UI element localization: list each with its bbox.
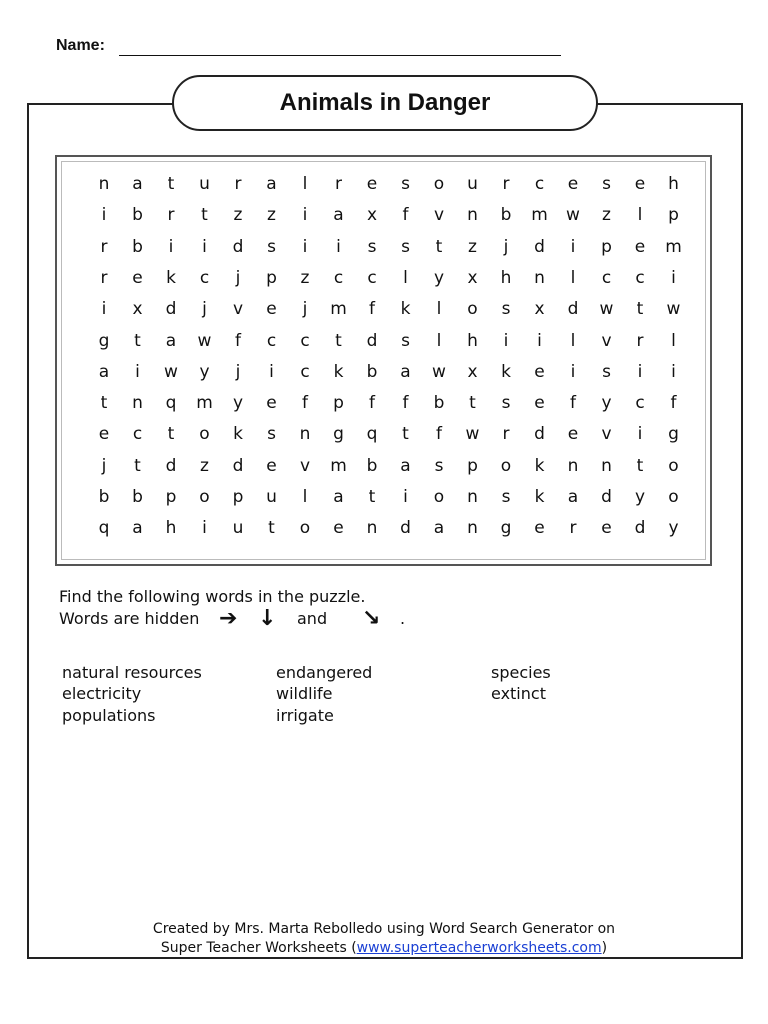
grid-letter: y xyxy=(433,267,445,288)
grid-letter: o xyxy=(299,518,311,539)
footer-prefix: Super Teacher Worksheets ( xyxy=(160,940,357,956)
grid-letter: d xyxy=(232,236,244,257)
grid-letter: w xyxy=(599,299,614,320)
grid-letter: e xyxy=(333,518,344,539)
grid-letter: n xyxy=(366,518,378,539)
grid-letter: z xyxy=(468,236,477,257)
grid-letter: w xyxy=(566,205,580,226)
grid-letter: f xyxy=(235,330,241,351)
grid-letter: i xyxy=(637,361,643,382)
grid-letter: s xyxy=(602,174,611,194)
grid-letter: t xyxy=(368,487,376,507)
grid-letter: n xyxy=(299,424,311,445)
grid-letter: u xyxy=(232,518,244,539)
grid-letter: e xyxy=(534,361,545,382)
grid-letter: c xyxy=(199,267,210,288)
grid-letter: z xyxy=(602,205,611,226)
grid-letter: b xyxy=(132,236,143,257)
grid-letter: n xyxy=(467,518,478,539)
grid-letter: t xyxy=(335,330,342,351)
page-title: Animals in Danger xyxy=(172,75,598,131)
grid-letter: l xyxy=(403,267,408,288)
grid-letter: c xyxy=(333,267,344,288)
grid-letter: h xyxy=(668,174,679,194)
grid-letter: g xyxy=(98,330,110,351)
arrow-right-icon: ➔ xyxy=(219,606,238,631)
grid-letter: i xyxy=(537,330,542,351)
grid-letter: i xyxy=(570,236,576,257)
instructions-and: and xyxy=(297,609,328,628)
grid-letter: b xyxy=(366,455,378,476)
grid-letter: m xyxy=(196,393,213,414)
grid-letter: i xyxy=(168,236,174,257)
name-row xyxy=(56,37,105,55)
grid-letter: l xyxy=(436,299,442,320)
grid-letter: m xyxy=(330,299,347,320)
grid-letter: t xyxy=(134,455,141,476)
word-search-grid xyxy=(55,155,712,566)
grid-letter: q xyxy=(98,518,110,539)
grid-letter: f xyxy=(570,393,576,414)
grid-letter: q xyxy=(165,393,177,414)
grid-letter: v xyxy=(601,330,612,351)
grid-letter: z xyxy=(300,267,310,288)
grid-letter: h xyxy=(467,330,478,351)
grid-letter: p xyxy=(232,487,244,507)
grid-letter: r xyxy=(636,330,644,351)
grid-letter: t xyxy=(201,205,208,226)
footer-line-1: Created by Mrs. Marta Rebolledo using Word Search Generator on xyxy=(152,921,616,937)
grid-letter: i xyxy=(101,299,107,320)
grid-letter: r xyxy=(569,518,577,539)
grid-letter: o xyxy=(668,455,679,476)
name-line[interactable] xyxy=(119,55,561,56)
grid-letter: u xyxy=(199,174,210,194)
grid-letter: c xyxy=(534,174,545,194)
grid-letter: e xyxy=(266,299,277,320)
grid-letter: e xyxy=(132,267,143,288)
grid-letter: w xyxy=(164,361,178,382)
grid-letter: s xyxy=(401,330,410,351)
grid-letter: f xyxy=(402,393,409,414)
grid-letter: i xyxy=(671,361,676,382)
grid-letter: r xyxy=(502,174,510,194)
grid-letter: h xyxy=(165,518,177,539)
grid-letter: i xyxy=(503,330,509,351)
grid-letter: a xyxy=(266,174,277,194)
grid-letter: o xyxy=(199,487,210,507)
grid-letter: i xyxy=(135,361,140,382)
grid-letter: f xyxy=(670,393,677,414)
grid-letter: w xyxy=(666,299,681,320)
grid-letter: p xyxy=(601,236,612,257)
grid-letter: v xyxy=(433,205,445,226)
grid-letter: y xyxy=(601,393,612,414)
grid-letter: t xyxy=(268,518,275,539)
grid-letter: d xyxy=(601,487,612,507)
grid-letter: i xyxy=(671,267,676,288)
grid-letter: a xyxy=(567,487,579,507)
grid-letter: l xyxy=(436,330,442,351)
grid-letter: n xyxy=(534,267,545,288)
footer-suffix: ) xyxy=(601,940,608,956)
grid-letter: n xyxy=(132,393,143,414)
grid-letter: a xyxy=(132,174,143,194)
instructions-line-2: Words are hidden xyxy=(59,609,200,628)
grid-letter: h xyxy=(500,267,512,288)
grid-letter: e xyxy=(534,518,545,539)
grid-letter: y xyxy=(634,487,646,507)
grid-letter: s xyxy=(501,487,511,507)
grid-letter: e xyxy=(601,518,612,539)
grid-letter: d xyxy=(165,455,177,476)
grid-letter: b xyxy=(500,205,512,226)
grid-letter: q xyxy=(366,424,378,445)
grid-letter: d xyxy=(567,299,579,320)
grid-letter: k xyxy=(166,267,176,288)
grid-letter: m xyxy=(531,205,548,226)
grid-letter: o xyxy=(433,174,445,194)
grid-letter: c xyxy=(266,330,277,351)
grid-letter: a xyxy=(333,205,344,226)
grid-letter: a xyxy=(400,361,411,382)
grid-letter: y xyxy=(232,393,244,414)
grid-letter: i xyxy=(302,205,308,226)
grid-letter: n xyxy=(98,174,110,194)
grid-letter: g xyxy=(500,518,512,539)
grid-letter: t xyxy=(402,424,409,445)
grid-letter: f xyxy=(402,205,409,226)
grid-letter: e xyxy=(534,393,545,414)
grid-letter: c xyxy=(601,267,612,288)
grid-letter: p xyxy=(467,455,478,476)
grid-letter: n xyxy=(467,487,478,507)
grid-letter: x xyxy=(534,299,545,320)
word-endangered: endangered xyxy=(276,663,373,682)
grid-letter: t xyxy=(636,455,644,476)
grid-letter: e xyxy=(98,424,110,445)
grid-letter: n xyxy=(601,455,612,476)
instructions-line-1: Find the following words in the puzzle. xyxy=(59,587,366,606)
grid-letter: l xyxy=(671,330,676,351)
grid-letter: j xyxy=(503,236,509,257)
grid-letter: r xyxy=(100,236,108,257)
grid-letter: p xyxy=(165,487,177,507)
grid-letter: o xyxy=(433,487,445,507)
grid-letter: g xyxy=(668,424,679,445)
grid-letter: j xyxy=(302,299,308,320)
grid-letter: u xyxy=(467,174,478,194)
word-extinct: extinct xyxy=(491,684,546,703)
grid-letter: l xyxy=(302,487,308,507)
grid-letter: i xyxy=(302,236,308,257)
grid-letter: c xyxy=(132,424,143,445)
grid-letter: s xyxy=(267,236,276,257)
grid-letter: k xyxy=(501,361,511,382)
grid-letter: b xyxy=(366,361,378,382)
grid-letter: n xyxy=(467,205,478,226)
word-electricity: electricity xyxy=(62,684,142,703)
grid-letter: t xyxy=(469,393,476,414)
grid-letter: i xyxy=(403,487,408,507)
word-wildlife: wildlife xyxy=(276,684,333,703)
grid-letter: j xyxy=(202,299,207,320)
grid-letter: w xyxy=(432,361,446,382)
grid-letter: i xyxy=(202,236,207,257)
grid-letter: a xyxy=(98,361,110,382)
grid-letter: r xyxy=(167,205,175,226)
grid-letter: s xyxy=(367,236,377,257)
grid-letter: f xyxy=(369,393,375,414)
grid-letter: l xyxy=(302,174,308,194)
grid-letter: e xyxy=(266,455,277,476)
grid-letter: p xyxy=(668,205,679,226)
grid-letter: a xyxy=(400,455,411,476)
arrow-down-right-icon: ↘ xyxy=(362,606,381,631)
grid-letter: a xyxy=(433,518,445,539)
grid-letter: g xyxy=(333,424,344,445)
grid-letter: z xyxy=(267,205,276,226)
arrow-down-icon: ↓ xyxy=(258,606,277,631)
grid-letter: e xyxy=(634,174,646,194)
grid-letter: x xyxy=(467,267,478,288)
grid-letter: t xyxy=(167,174,175,194)
grid-letter: k xyxy=(233,424,243,445)
grid-letter: y xyxy=(199,361,210,382)
grid-letter: l xyxy=(637,205,643,226)
grid-letter: r xyxy=(335,174,342,194)
grid-letter: l xyxy=(570,330,576,351)
grid-letter: w xyxy=(197,330,212,351)
grid-letter: e xyxy=(567,174,579,194)
grid-letter: s xyxy=(401,236,410,257)
grid-letter: s xyxy=(501,393,511,414)
grid-letter: c xyxy=(300,330,310,351)
grid-letter: o xyxy=(467,299,478,320)
grid-letter: r xyxy=(502,424,510,445)
grid-letter: b xyxy=(98,487,110,507)
grid-letter: e xyxy=(266,393,277,414)
grid-letter: d xyxy=(534,236,545,257)
grid-letter: l xyxy=(570,267,576,288)
grid-letter: s xyxy=(501,299,511,320)
name-label: Name: xyxy=(56,37,105,54)
grid-letter: d xyxy=(634,518,646,539)
grid-letter: f xyxy=(369,299,375,320)
grid-letter: j xyxy=(101,455,107,476)
grid-letter: x xyxy=(467,361,478,382)
grid-letter: d xyxy=(534,424,545,445)
grid-letter: t xyxy=(636,299,644,320)
grid-letter: v xyxy=(601,424,612,445)
grid-letter: i xyxy=(269,361,274,382)
grid-letter: a xyxy=(165,330,177,351)
grid-letter: r xyxy=(100,267,108,288)
grid-letter: b xyxy=(132,205,143,226)
grid-letter: m xyxy=(665,236,682,257)
grid-letter: r xyxy=(234,174,242,194)
footer-line-2 xyxy=(60,940,708,956)
grid-letter: t xyxy=(100,393,108,414)
grid-letter: s xyxy=(602,361,611,382)
grid-letter: n xyxy=(567,455,579,476)
grid-letter: k xyxy=(534,487,545,507)
grid-letter: a xyxy=(333,487,344,507)
grid-letter: e xyxy=(567,424,579,445)
grid-letter: p xyxy=(266,267,277,288)
grid-letter: e xyxy=(366,174,378,194)
grid-letter: p xyxy=(333,393,344,414)
grid-letter: d xyxy=(400,518,411,539)
grid-letter: d xyxy=(232,455,244,476)
grid-letter: d xyxy=(165,299,177,320)
grid-letter: z xyxy=(200,455,209,476)
grid-letter: z xyxy=(233,205,243,226)
grid-letter: s xyxy=(434,455,444,476)
grid-letter: d xyxy=(366,330,378,351)
grid-letter: f xyxy=(436,424,442,445)
grid-letter: s xyxy=(267,424,276,445)
grid-letter: i xyxy=(637,424,643,445)
grid-letter: v xyxy=(299,455,311,476)
grid-letter: c xyxy=(635,393,645,414)
word-irrigate: irrigate xyxy=(276,706,334,725)
footer-link[interactable]: www.superteacherworksheets.com xyxy=(356,940,602,956)
word-populations: populations xyxy=(62,706,156,725)
grid-letter: m xyxy=(330,455,347,476)
grid-letter: t xyxy=(134,330,141,351)
word-natural-resources: natural resources xyxy=(62,663,202,682)
grid-letter: e xyxy=(634,236,646,257)
grid-letter: c xyxy=(367,267,377,288)
grid-letter: b xyxy=(132,487,143,507)
grid-letter: t xyxy=(167,424,175,445)
grid-letter: a xyxy=(132,518,143,539)
grid-letter: x xyxy=(366,205,378,226)
grid-letter: i xyxy=(202,518,207,539)
word-species: species xyxy=(491,663,551,682)
grid-letter: o xyxy=(500,455,512,476)
grid-letter: i xyxy=(336,236,341,257)
instructions-period: . xyxy=(400,609,406,628)
grid-letter: c xyxy=(635,267,645,288)
grid-letter: i xyxy=(570,361,576,382)
grid-letter: k xyxy=(333,361,344,382)
grid-letter: x xyxy=(132,299,143,320)
grid-letter: o xyxy=(199,424,210,445)
grid-letter: k xyxy=(400,299,411,320)
grid-letter: y xyxy=(668,518,679,539)
grid-letter: k xyxy=(534,455,545,476)
grid-letter: u xyxy=(266,487,277,507)
grid-letter: o xyxy=(668,487,679,507)
grid-letter: j xyxy=(235,361,241,382)
grid-letter: c xyxy=(300,361,310,382)
grid-letter: i xyxy=(101,205,107,226)
grid-letter: s xyxy=(401,174,410,194)
grid-letter: t xyxy=(435,236,443,257)
grid-letter: f xyxy=(302,393,308,414)
grid-letter: w xyxy=(465,424,480,445)
grid-letter: v xyxy=(232,299,244,320)
grid-letter: b xyxy=(433,393,445,414)
grid-letter: j xyxy=(235,267,241,288)
